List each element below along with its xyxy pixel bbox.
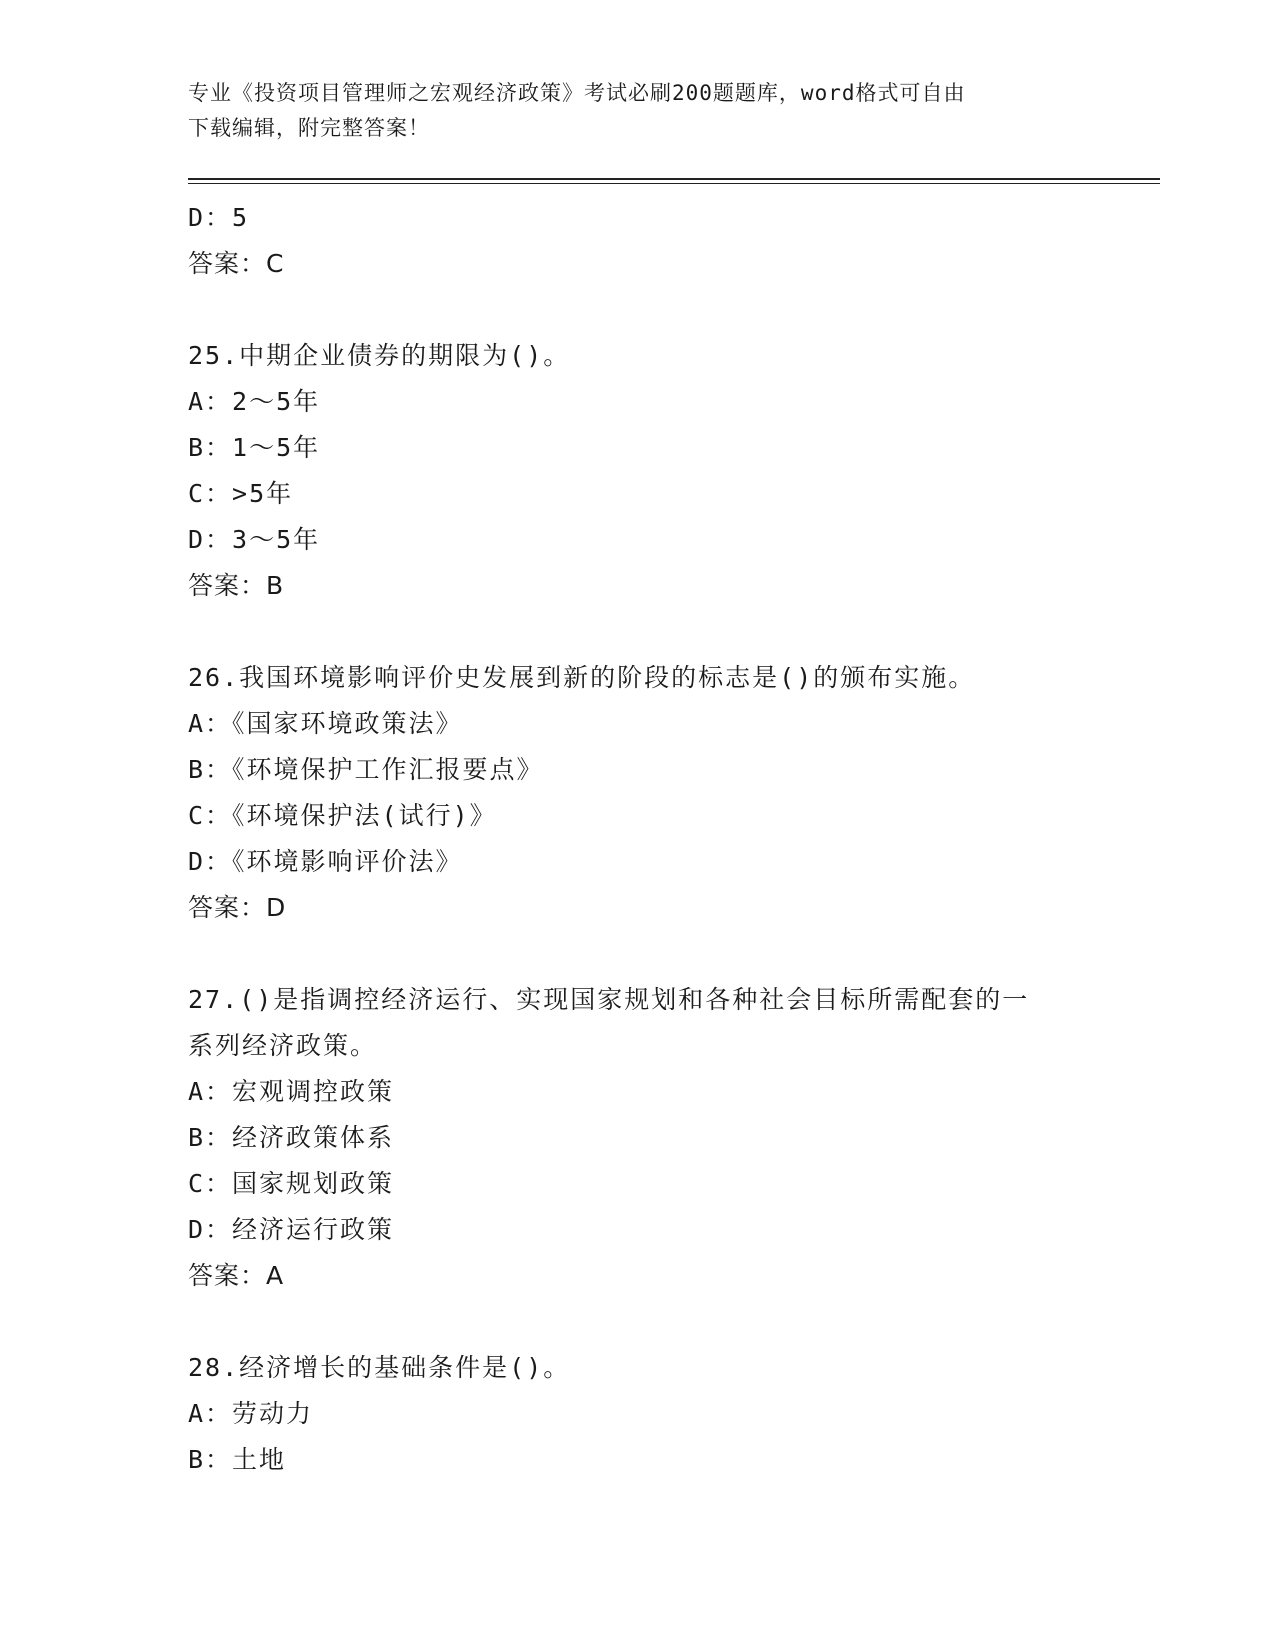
question-25 — [188, 333, 1088, 609]
question-content — [188, 195, 1088, 1483]
option-a: A：劳动力 — [188, 1399, 314, 1428]
option-d: D：《环境影响评价法》 — [188, 847, 463, 876]
question-text: 28.经济增长的基础条件是()。 — [188, 1353, 571, 1382]
answer: 答案：A — [188, 1261, 285, 1290]
option-b: B：经济政策体系 — [188, 1123, 395, 1152]
option-b: B：土地 — [188, 1445, 287, 1474]
spacer — [188, 931, 1088, 977]
option-c: C：《环境保护法(试行)》 — [188, 801, 497, 830]
document-header — [188, 76, 1068, 146]
question-text: 25.中期企业债券的期限为()。 — [188, 341, 571, 370]
header-line-2: 下载编辑，附完整答案！ — [188, 116, 430, 140]
question-26 — [188, 655, 1088, 931]
header-line-1: 专业《投资项目管理师之宏观经济政策》考试必刷200题题库，word格式可自由 — [188, 81, 966, 105]
prev-option-d: D：5 — [188, 203, 250, 232]
prev-answer: 答案：C — [188, 249, 285, 278]
answer: 答案：D — [188, 893, 287, 922]
option-a: A：宏观调控政策 — [188, 1077, 395, 1106]
option-a: A：2～5年 — [188, 387, 321, 416]
question-text-line-2: 系列经济政策。 — [188, 1031, 378, 1060]
header-divider-thin — [188, 183, 1160, 184]
option-b: B：1～5年 — [188, 433, 321, 462]
question-text-line-1: 27.()是指调控经济运行、实现国家规划和各种社会目标所需配套的一 — [188, 985, 1030, 1014]
header-divider-thick — [188, 178, 1160, 180]
option-d: D：3～5年 — [188, 525, 321, 554]
option-c: C：国家规划政策 — [188, 1169, 395, 1198]
answer: 答案：B — [188, 571, 285, 600]
option-b: B：《环境保护工作汇报要点》 — [188, 755, 544, 784]
option-d: D：经济运行政策 — [188, 1215, 395, 1244]
question-27 — [188, 977, 1088, 1299]
spacer — [188, 287, 1088, 333]
spacer — [188, 1299, 1088, 1345]
question-text: 26.我国环境影响评价史发展到新的阶段的标志是()的颁布实施。 — [188, 663, 976, 692]
option-a: A：《国家环境政策法》 — [188, 709, 463, 738]
question-28 — [188, 1345, 1088, 1483]
option-c: C：>5年 — [188, 479, 294, 508]
spacer — [188, 609, 1088, 655]
